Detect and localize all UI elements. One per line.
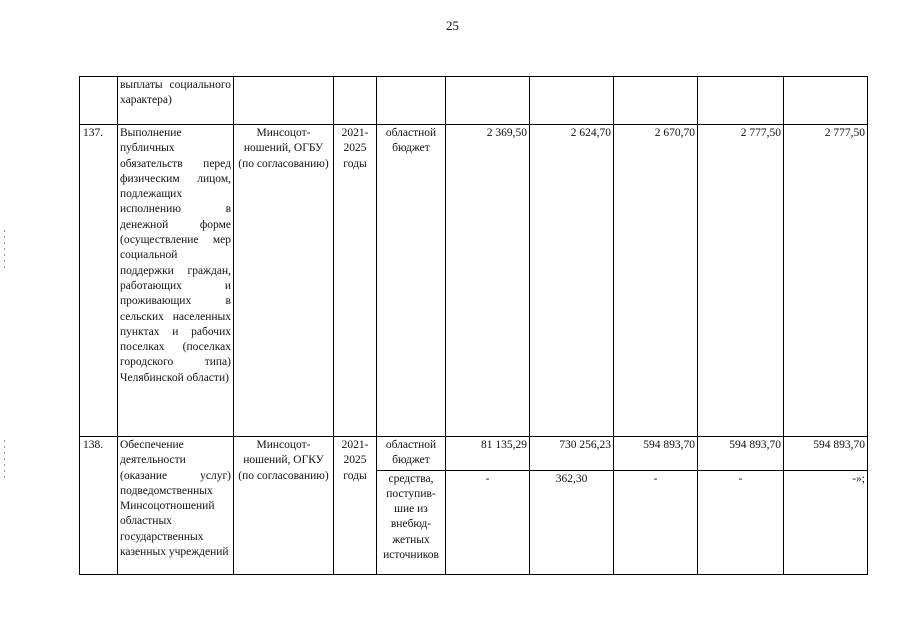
executor: Минсоцот-ношений, ОГКУ (по согласованию) <box>234 437 334 575</box>
measure-name: Обеспечение деятельности (оказание услуг) подведомственных Минсоцотношений областных государственных казенных учреждений <box>118 437 234 575</box>
funding-source: областной бюджет <box>377 125 446 437</box>
period: 2021-2025 годы <box>334 437 377 575</box>
margin-binding-mark <box>4 440 5 480</box>
executor: Минсоцот-ношений, ОГБУ (по согласованию) <box>234 125 334 437</box>
amount-2024: 594 893,70 <box>698 437 784 471</box>
amount-2023: 594 893,70 <box>614 437 698 471</box>
amount-2022 <box>530 77 614 125</box>
funding-source: областной бюджет <box>377 437 446 471</box>
amount-2022: 362,30 <box>530 470 614 574</box>
period: 2021-2025 годы <box>334 125 377 437</box>
row-number: 137. <box>80 125 118 437</box>
table-row <box>80 77 868 125</box>
amount-2021: 81 135,29 <box>446 437 530 471</box>
amount-2022: 2 624,70 <box>530 125 614 437</box>
amount-2023: 2 670,70 <box>614 125 698 437</box>
measure-name: выплаты социального характера) <box>118 77 234 125</box>
amount-2025 <box>784 77 868 125</box>
amount-2021: 2 369,50 <box>446 125 530 437</box>
period <box>334 77 377 125</box>
margin-binding-mark <box>4 230 5 270</box>
amount-2025: -»; <box>784 470 868 574</box>
table-row <box>80 125 868 437</box>
amount-2021 <box>446 77 530 125</box>
amount-2025: 594 893,70 <box>784 437 868 471</box>
funding-source: средства, поступив-шие из внебюд-жетных источников <box>377 470 446 574</box>
row-number: 138. <box>80 437 118 575</box>
amount-2022: 730 256,23 <box>530 437 614 471</box>
amount-2023 <box>614 77 698 125</box>
funding-source <box>377 77 446 125</box>
amount-2021: - <box>446 470 530 574</box>
amount-2024: 2 777,50 <box>698 125 784 437</box>
table-row <box>80 437 868 471</box>
executor <box>234 77 334 125</box>
amount-2024: - <box>698 470 784 574</box>
page-number: 25 <box>446 18 459 33</box>
measure-name: Выполнение публичных обязательств перед физическим лицом, подлежащих исполнению в денежной форме (осуществление мер социальной поддержки граждан, работающих и проживающих в сельских населенных пунктах и рабочих поселках (поселках городского типа) Челябинской области) <box>118 125 234 437</box>
amount-2023: - <box>614 470 698 574</box>
program-measures-table <box>79 76 868 575</box>
amount-2025: 2 777,50 <box>784 125 868 437</box>
row-number <box>80 77 118 125</box>
amount-2024 <box>698 77 784 125</box>
